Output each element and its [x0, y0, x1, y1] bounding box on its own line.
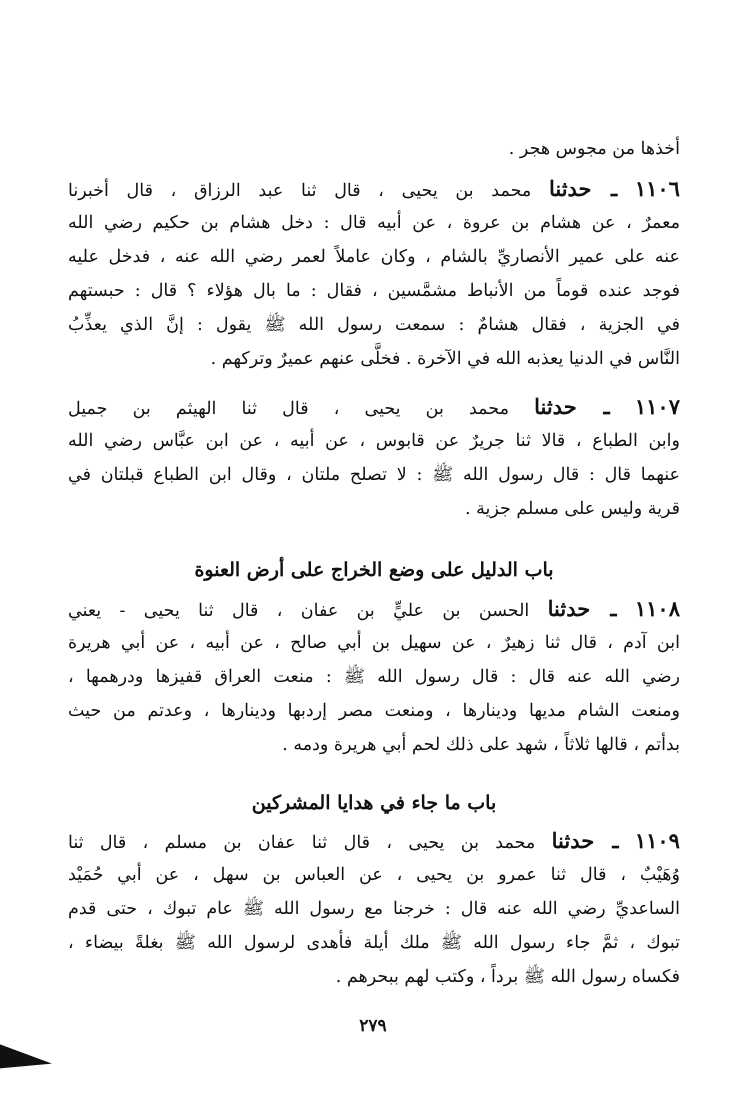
- text-line: فكساه رسول الله ﷺ برداً ، وكتب لهم ببحرهم .: [335, 967, 680, 987]
- page-number: ٢٧٩: [359, 1016, 387, 1036]
- text-line: تبوك ، ثمَّ جاء رسول الله ﷺ ملك أيلة فأهدى لرسول الله ﷺ بغلةً بيضاء ،: [68, 933, 680, 953]
- chapter-heading: باب الدليل على وضع الخراج على أرض العنوة: [194, 559, 554, 581]
- text-line: عنهما قال : قال رسول الله ﷺ : لا تصلح ملتان ، وقال ابن الطباع قبلتان في: [68, 465, 680, 485]
- text-line: في الجزية ، فقال هشامٌ : سمعت رسول الله ﷺ يقول : إنَّ الذي يعذِّبُ: [68, 315, 680, 335]
- hadith-label: ـ حدثنا: [548, 176, 618, 201]
- hadith-1106: [68, 172, 680, 376]
- hadith-1108: [68, 592, 680, 762]
- hadith-label: ـ حدثنا: [534, 394, 610, 419]
- text-line: محمد بن يحيى ، قال ثنا عفان بن مسلم ، قال ثنا: [68, 833, 536, 853]
- text-line: فوجد عنده قوماً من الأنباط مشمَّسين ، فقال : ما بال هؤلاء ؟ قال : حبستهم: [68, 281, 680, 301]
- text-line: قرية وليس على مسلم جزية .: [465, 499, 680, 519]
- text-line: الساعديِّ رضي الله عنه قال : خرجنا مع رسول الله ﷺ عام تبوك ، حتى قدم: [68, 899, 680, 919]
- chapter-heading: باب ما جاء في هدايا المشركين: [251, 792, 497, 814]
- hadith-number: ١١٠٩: [634, 828, 680, 853]
- text-line: أخذها من مجوس هجر .: [508, 139, 680, 159]
- text-line: ابن آدم ، قال ثنا زهيرٌ ، عن سهيل بن أبي صالح ، عن أبيه ، عن أبي هريرة: [68, 633, 680, 653]
- intro-block: [68, 132, 680, 166]
- text-line: النَّاس في الدنيا يعذبه الله في الآخرة . فخلَّى عنهم عميرٌ وتركهم .: [210, 349, 680, 369]
- text-line: وابن الطباع ، قالا ثنا جريرٌ عن قابوس ، عن أبيه ، عن ابن عبَّاس رضي الله: [68, 431, 680, 451]
- hadith-number: ١١٠٨: [634, 596, 680, 621]
- hadith-number: ١١٠٦: [634, 176, 680, 201]
- hadith-label: ـ حدثنا: [551, 828, 619, 853]
- text-line: معمرٌ ، عن هشام بن عروة ، عن أبيه قال : دخل هشام بن حكيم رضي الله: [68, 213, 680, 233]
- hadith-1109: [68, 824, 680, 994]
- text-line: محمد بن يحيى ، قال ثنا عبد الرزاق ، قال أخبرنا: [68, 181, 532, 201]
- text-line: ومنعت الشام مديها ودينارها ، ومنعت مصر إردبها ودينارها ، وعدتم من حيث: [68, 701, 680, 721]
- text-line: وُهَيْبٌ ، قال ثنا عمرو بن يحيى ، عن العباس بن سهل ، عن أبي حُمَيْد: [68, 865, 680, 885]
- hadith-label: ـ حدثنا: [547, 596, 617, 621]
- text-line: عنه على عمير الأنصاريِّ بالشام ، وكان عاملاً لعمر رضي الله عنه ، فدخل عليه: [68, 247, 680, 267]
- text-line: رضي الله عنه قال : قال رسول الله ﷺ : منعت العراق قفيزها ودرهمها ،: [68, 667, 680, 687]
- text-line: الحسن بن عليٍّ بن عفان ، قال ثنا يحيى - يعني: [68, 601, 530, 621]
- text-line: محمد بن يحيى ، قال ثنا الهيثم بن جميل: [68, 399, 509, 419]
- hadith-1107: [68, 390, 680, 526]
- hadith-number: ١١٠٧: [634, 394, 680, 419]
- text-line: بدأتم ، قالها ثلاثاً ، شهد على ذلك لحم أبي هريرة ودمه .: [282, 735, 680, 755]
- scan-edge-mark: [0, 1044, 52, 1075]
